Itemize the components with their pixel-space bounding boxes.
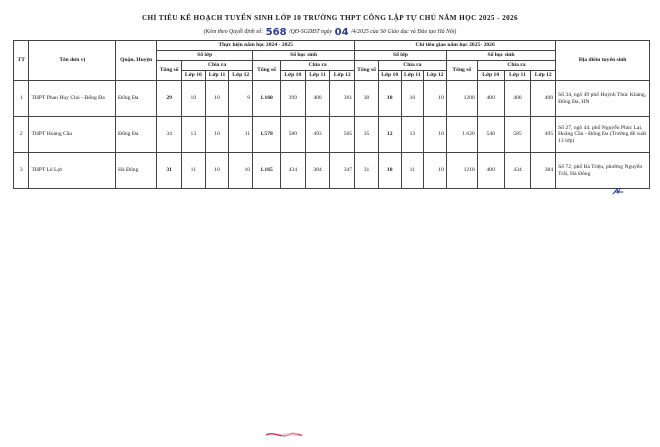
header-grade10: Lớp 10 [280,71,305,81]
plan-students-10: 540 [477,117,504,153]
header-plan-2025: Chỉ tiêu giao năm học 2025- 2026 [355,41,556,51]
actual-students-total: 1.578 [253,117,281,153]
header-grade11: Lớp 11 [305,71,330,81]
header-actual-students-breakdown: Chia ra [280,61,354,71]
actual-classes-10: 10 [181,81,205,117]
header-grade11: Lớp 11 [401,71,424,81]
actual-students-10: 580 [280,117,305,153]
row-unit-name: THPT Hoàng Cầu [29,117,116,153]
row-district: Đống Đa [116,81,157,117]
row-location: Số 27, ngõ 44, phố Nguyễn Phúc Lai, Hoàng Cầu - Đống Đa (Trường đề xuất 13 lớp) [556,117,650,153]
header-actual-classes: Số lớp [157,51,253,61]
actual-classes-total: 31 [157,153,182,189]
plan-classes-12: 10 [424,117,447,153]
actual-classes-total: 29 [157,81,182,117]
row-unit-name: THPT Phan Huy Chú - Đống Đa [29,81,116,117]
decision-day: 04 [334,27,349,38]
plan-students-11: 585 [504,117,531,153]
header-location: Địa điểm tuyển sinh [556,41,650,81]
row-location: Số 34, ngõ 49 phố Huỳnh Thúc Kháng, Đống Đa, HN [556,81,650,117]
plan-classes-12: 10 [424,153,447,189]
document-subtitle [0,27,660,38]
actual-classes-12: 9 [229,81,253,117]
header-plan-students: Số học sinh [446,51,555,61]
header-unit-name: Tên đơn vị [29,41,116,81]
header-actual-classes-breakdown: Chia ra [181,61,252,71]
plan-students-10: 400 [477,153,504,189]
table-row [14,117,650,153]
actual-students-total: 1.165 [253,153,281,189]
plan-classes-total: 35 [355,117,379,153]
actual-students-12: 505 [330,117,355,153]
plan-classes-11: 13 [401,117,424,153]
header-actual-students: Số học sinh [253,51,355,61]
actual-classes-11: 10 [205,153,229,189]
plan-classes-10: 10 [378,153,401,189]
plan-students-total: 1200 [446,81,477,117]
row-district: Đống Đa [116,117,157,153]
actual-classes-11: 10 [205,81,229,117]
plan-students-12: 495 [531,117,556,153]
plan-students-12: 384 [531,153,556,189]
row-tt: 3 [14,153,29,189]
actual-students-12: 347 [330,153,355,189]
header-plan-students-breakdown: Chia ra [477,61,555,71]
row-unit-name: THPT Lê Lợi [29,153,116,189]
plan-students-total: 1218 [446,153,477,189]
header-actual-students-total: Tổng số [253,61,281,81]
plan-students-11: 400 [504,81,531,117]
plan-classes-12: 10 [424,81,447,117]
plan-classes-10: 12 [378,117,401,153]
header-grade11: Lớp 11 [205,71,229,81]
subtitle-suffix: /4/2025 của Sở Giáo dục và Đào tạo Hà Nội) [351,29,457,35]
actual-students-10: 399 [280,81,305,117]
header-plan-students-total: Tổng số [446,61,477,81]
actual-students-11: 400 [305,81,330,117]
header-plan-classes-breakdown: Chia ra [378,61,446,71]
table-row [14,153,650,189]
actual-classes-11: 10 [205,117,229,153]
header-grade12: Lớp 12 [531,71,556,81]
row-location: Số 72, phố Bà Triệu, phường Nguyễn Trãi, Hà Đông [556,153,650,189]
enrollment-table [13,40,650,189]
actual-students-10: 434 [280,153,305,189]
header-actual-classes-total: Tổng số [157,61,182,81]
initials-signature-icon [611,186,625,196]
row-tt: 2 [14,117,29,153]
header-grade10: Lớp 10 [477,71,504,81]
document-title: CHỈ TIÊU KẾ HOẠCH TUYỂN SINH LỚP 10 TRƯỜNG THPT CÔNG LẬP TỰ CHỦ NĂM HỌC 2025 - 2026 [141,14,519,22]
row-tt: 1 [14,81,29,117]
header-grade12: Lớp 12 [424,71,447,81]
header-district: Quận, Huyện [116,41,157,81]
subtitle-middle: /QĐ-SGDĐT ngày [288,29,333,35]
plan-students-10: 400 [477,81,504,117]
header-plan-classes-total: Tổng số [355,61,379,81]
table-row [14,81,650,117]
header-grade11: Lớp 11 [504,71,531,81]
decision-number: 568 [265,27,287,38]
actual-classes-12: 10 [229,153,253,189]
footer-logo-icon [262,430,362,440]
plan-students-total: 1.620 [446,117,477,153]
plan-students-11: 434 [504,153,531,189]
actual-students-total: 1.160 [253,81,281,117]
subtitle-prefix: (Kèm theo Quyết định số: [203,29,264,35]
header-grade10: Lớp 10 [181,71,205,81]
header-actual-2024: Thực hiện năm học 2024 - 2025 [157,41,355,51]
plan-classes-total: 31 [355,153,379,189]
header-plan-classes: Số lớp [355,51,447,61]
plan-classes-11: 10 [401,81,424,117]
plan-classes-10: 10 [378,81,401,117]
actual-classes-10: 13 [181,117,205,153]
header-grade12: Lớp 12 [229,71,253,81]
actual-classes-10: 11 [181,153,205,189]
actual-students-12: 361 [330,81,355,117]
plan-classes-11: 11 [401,153,424,189]
actual-classes-total: 34 [157,117,182,153]
header-grade10: Lớp 10 [378,71,401,81]
actual-students-11: 384 [305,153,330,189]
row-district: Hà Đông [116,153,157,189]
plan-classes-total: 30 [355,81,379,117]
header-tt: TT [14,41,29,81]
plan-students-12: 400 [531,81,556,117]
actual-classes-12: 11 [229,117,253,153]
actual-students-11: 493 [305,117,330,153]
header-grade12: Lớp 12 [330,71,355,81]
